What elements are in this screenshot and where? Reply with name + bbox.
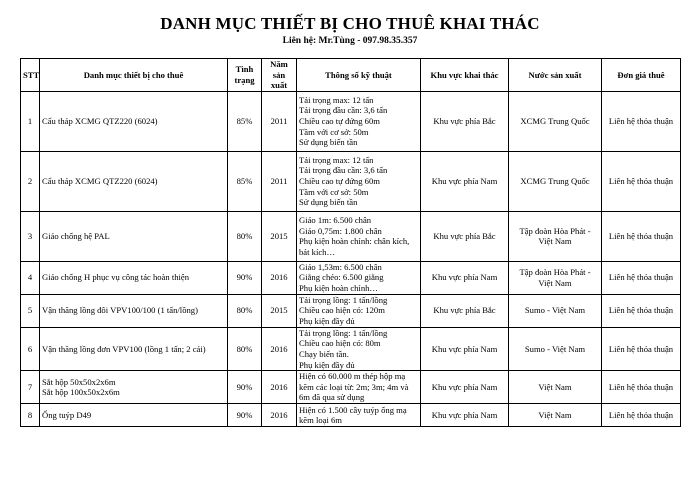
cell-country-line: XCMG Trung Quốc bbox=[520, 115, 590, 126]
cell-specs-line: Tầm với cơ sở: 50m bbox=[299, 186, 369, 197]
header-row bbox=[21, 59, 681, 92]
cell-specs-line: Phụ kiện đầy đủ bbox=[299, 316, 355, 327]
table-row bbox=[21, 261, 681, 294]
header-stt: STT bbox=[21, 59, 40, 92]
cell-specs-line: Hiện có 60.000 m thép hộp mạ bbox=[299, 371, 406, 382]
header-price: Đơn giá thuê bbox=[602, 59, 681, 92]
cell-price: Liên hệ thỏa thuận bbox=[602, 404, 681, 427]
cell-specs-line: Giáo 1,53m: 6.500 chân bbox=[299, 261, 382, 272]
cell-specs-line: Giằng chéo: 6.500 giằng bbox=[299, 272, 384, 283]
cell-name bbox=[40, 294, 228, 327]
cell-stt: 4 bbox=[21, 261, 40, 294]
cell-country-line: Sumo - Việt Nam bbox=[524, 305, 586, 316]
cell-country bbox=[509, 327, 602, 370]
cell-region: Khu vực phía Bắc bbox=[421, 211, 509, 261]
cell-condition: 85% bbox=[228, 91, 262, 151]
cell-region: Khu vực phía Nam bbox=[421, 404, 509, 427]
equipment-table bbox=[20, 58, 681, 427]
cell-country-line: Việt Nam bbox=[538, 277, 572, 288]
cell-year: 2016 bbox=[262, 327, 297, 370]
header-year: Năm sản xuất bbox=[262, 59, 297, 92]
cell-country-line: Sumo - Việt Nam bbox=[524, 343, 586, 354]
cell-year: 2011 bbox=[262, 151, 297, 211]
cell-name bbox=[40, 151, 228, 211]
cell-year: 2015 bbox=[262, 294, 297, 327]
cell-region: Khu vực phía Nam bbox=[421, 327, 509, 370]
cell-name-line: Ống tuýp D49 bbox=[42, 409, 92, 420]
cell-price: Liên hệ thỏa thuận bbox=[602, 261, 681, 294]
cell-specs bbox=[297, 371, 421, 404]
cell-price: Liên hệ thỏa thuận bbox=[602, 371, 681, 404]
cell-country bbox=[509, 151, 602, 211]
cell-name-line: Giáo chống hệ PAL bbox=[42, 230, 110, 241]
table-row bbox=[21, 151, 681, 211]
cell-specs-line: kẽm các loại từ: 2m; 3m; 4m và bbox=[299, 381, 409, 392]
cell-specs-line: Phụ kiện hoàn chỉnh… bbox=[299, 283, 379, 294]
cell-specs-line: Tải trọng max: 12 tấn bbox=[299, 94, 374, 105]
cell-country-line: XCMG Trung Quốc bbox=[520, 175, 590, 186]
cell-specs bbox=[297, 327, 421, 370]
cell-year: 2011 bbox=[262, 91, 297, 151]
cell-specs-line: Giáo 1m: 6.500 chân bbox=[299, 215, 372, 226]
cell-name-line: Cẩu tháp XCMG QTZ220 (6024) bbox=[42, 115, 158, 126]
cell-region: Khu vực phía Bắc bbox=[421, 294, 509, 327]
header-country: Nước sản xuất bbox=[509, 59, 602, 92]
cell-name-line: Vận thăng lồng đơn VPV100 (lồng 1 tấn; 2 cái) bbox=[42, 343, 206, 354]
cell-specs-line: Chiều cao tự đứng 60m bbox=[299, 115, 380, 126]
cell-specs bbox=[297, 91, 421, 151]
cell-condition: 90% bbox=[228, 404, 262, 427]
cell-region: Khu vực phía Nam bbox=[421, 261, 509, 294]
cell-name-line: Cẩu tháp XCMG QTZ220 (6024) bbox=[42, 175, 158, 186]
cell-price: Liên hệ thỏa thuận bbox=[602, 327, 681, 370]
cell-stt: 3 bbox=[21, 211, 40, 261]
cell-specs-line: Chiều cao hiện có: 80m bbox=[299, 338, 381, 349]
cell-name-line: Vận thăng lồng đôi VPV100/100 (1 tấn/lồng) bbox=[42, 305, 198, 316]
table-row bbox=[21, 91, 681, 151]
cell-specs bbox=[297, 151, 421, 211]
cell-name bbox=[40, 261, 228, 294]
cell-price: Liên hệ thỏa thuận bbox=[602, 91, 681, 151]
cell-country-line: Việt Nam bbox=[538, 236, 572, 247]
cell-specs-line: Tải trọng lồng: 1 tấn/lồng bbox=[299, 294, 388, 305]
cell-specs-line: Hiện có 1.500 cây tuýp ống mạ bbox=[299, 404, 407, 415]
contact-line: Liên hệ: Mr.Tùng - 097.98.35.357 bbox=[282, 36, 418, 46]
cell-region: Khu vực phía Nam bbox=[421, 371, 509, 404]
cell-specs-line: Giáo 0,75m: 1.800 chân bbox=[299, 225, 382, 236]
cell-specs-line: kẽm loại 6m bbox=[299, 415, 342, 426]
cell-name bbox=[40, 327, 228, 370]
cell-name bbox=[40, 404, 228, 427]
cell-country-line: Việt Nam bbox=[538, 381, 572, 392]
cell-country bbox=[509, 294, 602, 327]
cell-country bbox=[509, 261, 602, 294]
cell-stt: 2 bbox=[21, 151, 40, 211]
cell-specs-line: Chiều cao hiện có: 120m bbox=[299, 305, 385, 316]
cell-condition: 80% bbox=[228, 294, 262, 327]
cell-country bbox=[509, 211, 602, 261]
cell-specs-line: Phụ kiện đầy đủ bbox=[299, 359, 355, 370]
cell-specs bbox=[297, 211, 421, 261]
cell-specs bbox=[297, 294, 421, 327]
cell-price: Liên hệ thỏa thuận bbox=[602, 294, 681, 327]
cell-condition: 90% bbox=[228, 261, 262, 294]
cell-stt: 7 bbox=[21, 371, 40, 404]
cell-condition: 80% bbox=[228, 327, 262, 370]
header-specs: Thông số kỹ thuật bbox=[297, 59, 421, 92]
cell-year: 2016 bbox=[262, 404, 297, 427]
cell-region: Khu vực phía Bắc bbox=[421, 91, 509, 151]
cell-specs-line: Sử dụng biến tần bbox=[299, 137, 358, 148]
cell-stt: 1 bbox=[21, 91, 40, 151]
cell-price: Liên hệ thỏa thuận bbox=[602, 211, 681, 261]
cell-country bbox=[509, 91, 602, 151]
cell-specs-line: Tải trọng max: 12 tấn bbox=[299, 154, 374, 165]
cell-country-line: Việt Nam bbox=[538, 409, 572, 420]
cell-name-line: Sắt hộp 100x50x2x6m bbox=[42, 387, 120, 398]
cell-specs bbox=[297, 404, 421, 427]
cell-year: 2015 bbox=[262, 211, 297, 261]
page-title: DANH MỤC THIẾT BỊ CHO THUÊ KHAI THÁC bbox=[160, 14, 540, 33]
cell-specs-line: Tải trọng lồng: 1 tấn/lồng bbox=[299, 327, 388, 338]
cell-price: Liên hệ thỏa thuận bbox=[602, 151, 681, 211]
cell-specs-line: Chạy biến tần. bbox=[299, 348, 349, 359]
table-row bbox=[21, 294, 681, 327]
cell-name bbox=[40, 371, 228, 404]
header-condition: Tình trạng bbox=[228, 59, 262, 92]
cell-name-line: Giáo chống H phục vụ công tác hoàn thiện bbox=[42, 272, 190, 283]
cell-region: Khu vực phía Nam bbox=[421, 151, 509, 211]
cell-specs-line: Tầm với cơ sở: 50m bbox=[299, 126, 369, 137]
header-name: Danh mục thiết bị cho thuê bbox=[40, 59, 228, 92]
cell-stt: 8 bbox=[21, 404, 40, 427]
cell-country-line: Tập đoàn Hòa Phát - bbox=[519, 267, 591, 278]
cell-name bbox=[40, 91, 228, 151]
cell-name bbox=[40, 211, 228, 261]
cell-country bbox=[509, 371, 602, 404]
table-row bbox=[21, 371, 681, 404]
cell-specs-line: 6m đã qua sử dụng bbox=[299, 392, 365, 403]
cell-stt: 5 bbox=[21, 294, 40, 327]
cell-specs-line: Tải trọng đầu cần: 3,6 tấn bbox=[299, 165, 388, 176]
cell-specs bbox=[297, 261, 421, 294]
table-row bbox=[21, 211, 681, 261]
cell-year: 2016 bbox=[262, 371, 297, 404]
header-region: Khu vực khai thác bbox=[421, 59, 509, 92]
cell-condition: 90% bbox=[228, 371, 262, 404]
cell-condition: 85% bbox=[228, 151, 262, 211]
cell-stt: 6 bbox=[21, 327, 40, 370]
cell-specs-line: Tải trọng đầu cần: 3,6 tấn bbox=[299, 105, 388, 116]
cell-specs-line: Phụ kiện hoàn chỉnh: chân kích, bbox=[299, 236, 410, 247]
table-row bbox=[21, 327, 681, 370]
cell-year: 2016 bbox=[262, 261, 297, 294]
table-row bbox=[21, 404, 681, 427]
cell-country bbox=[509, 404, 602, 427]
cell-name-line: Sắt hộp 50x50x2x6m bbox=[42, 376, 116, 387]
cell-country-line: Tập đoàn Hòa Phát - bbox=[519, 225, 591, 236]
cell-specs-line: Chiều cao tự đứng 60m bbox=[299, 175, 380, 186]
cell-specs-line: Sử dụng biến tần bbox=[299, 197, 358, 208]
cell-condition: 80% bbox=[228, 211, 262, 261]
cell-specs-line: bát kích… bbox=[299, 246, 336, 257]
table-body bbox=[21, 91, 681, 426]
